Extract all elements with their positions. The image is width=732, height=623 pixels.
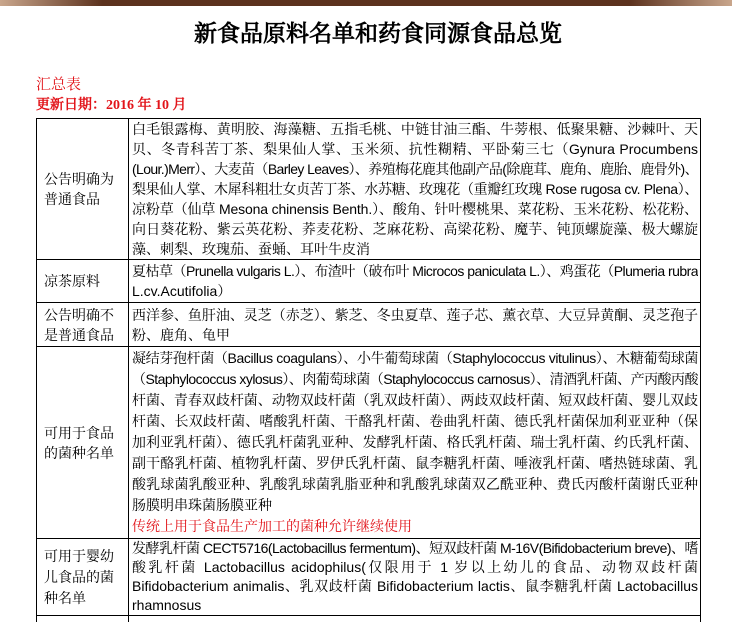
category-cell — [37, 539, 129, 616]
category-line: 普通食品 — [44, 191, 100, 207]
text-line: rhamnosus — [132, 597, 202, 613]
category-cell — [37, 119, 129, 260]
category-line: 儿食品的菌 — [44, 568, 114, 585]
category-line: 的菌种名单 — [44, 444, 114, 461]
category-line: 凉茶原料 — [44, 273, 100, 289]
table-row-partial — [37, 616, 701, 622]
text-line: 酸乳球菌乳酸亚种、乳酸乳球菌乳脂亚种和乳酸乳球菌双乙酰亚种、费氏丙酸杆菌谢氏亚种 — [132, 476, 698, 492]
text-line: 白毛银露梅、黄明胶、海藻糖、五指毛桃、中链甘油三酯、牛蒡根、低聚果糖、沙棘叶、天 — [132, 121, 698, 137]
text-line: Bifidobacterium animalis、乳双歧杆菌 Bifidobacterium lactis、鼠李糖乳杆菌 Lactobacillus — [132, 578, 698, 594]
category-line: 公告明确为 — [44, 171, 114, 187]
text-line: 凝结芽孢杆菌（Bacillus coagulans）、小牛葡萄球菌（Staphylococcus vitulinus）、木糖葡萄球菌 — [132, 350, 698, 366]
content-cell — [129, 119, 701, 260]
top-decorative-bar — [0, 0, 732, 6]
summary-table — [36, 118, 701, 622]
content-cell — [129, 347, 701, 539]
text-line: 杆菌、长双歧杆菌、嗜酸乳杆菌、干酪乳杆菌、卷曲乳杆菌、德氏乳杆菌保加利亚亚种（保 — [132, 413, 698, 429]
text-line: 向日葵花粉、紫云英花粉、荞麦花粉、芝麻花粉、高梁花粉、魔芋、钝顶螺旋藻、极大螺旋 — [132, 221, 698, 237]
text-line: L.cv.Acutifolia） — [132, 283, 232, 299]
text-line: 凉粉草（仙草 Mesona chinensis Benth.）、酸角、针叶樱桃果、菜花粉、玉米花粉、松花粉、 — [132, 201, 698, 217]
category-cell — [37, 616, 129, 622]
category-cell — [37, 347, 129, 539]
text-line: 西洋参、鱼肝油、灵芝（赤芝）、紫芝、冬虫夏草、莲子芯、薰衣草、大豆异黄酮、灵芝孢子 — [132, 306, 698, 323]
category-cell — [37, 260, 129, 303]
content-cell — [129, 260, 701, 303]
content-cell — [129, 539, 701, 616]
content-cell — [129, 303, 701, 347]
summary-label: 汇总表 — [36, 76, 82, 93]
table-row — [37, 303, 701, 347]
content-cell — [129, 616, 701, 622]
category-line: 可用于婴幼 — [44, 547, 114, 564]
text-line: 肠膜明串珠菌肠膜亚种 — [132, 497, 272, 513]
category-line: 是普通食品 — [44, 326, 114, 343]
text-line: (Lour.)Merr）、大麦苗（Barley Leaves）、养殖梅花鹿其他副产品(除鹿茸、鹿角、鹿胎、鹿骨外)、 — [132, 161, 698, 177]
text-line: 藻、刺梨、玫瑰茄、蚕蛹、耳叶牛皮消 — [132, 241, 370, 257]
text-line: 杆菌、青春双歧杆菌、动物双歧杆菌（乳双歧杆菌）、两歧双歧杆菌、短双歧杆菌、婴儿双歧 — [132, 392, 698, 408]
text-line: 发酵乳杆菌 CECT5716(Lactobacillus fermentum)、短双歧杆菌 M-16V(Bifidobacterium breve)、嗜 — [132, 540, 698, 556]
text-line: （Staphylococcus xylosus）、肉葡萄球菌（Staphylococcus carnosus）、清酒乳杆菌、产丙酸丙酸 — [132, 371, 698, 387]
text-line: 副干酪乳杆菌、植物乳杆菌、罗伊氏乳杆菌、鼠李糖乳杆菌、唾液乳杆菌、嗜热链球菌、乳 — [132, 455, 698, 471]
table-row — [37, 539, 701, 616]
table-row — [37, 119, 701, 260]
text-line: 加利亚乳杆菌）、德氏乳杆菌乳亚种、发酵乳杆菌、格氏乳杆菌、瑞士乳杆菌、约氏乳杆菌、 — [132, 434, 698, 450]
table-body — [37, 119, 701, 622]
update-date: 更新日期：2016 年 10 月 — [36, 98, 187, 113]
category-line: 可用于食品 — [44, 424, 114, 441]
note-line: 传统上用于食品生产加工的菌种允许继续使用 — [132, 518, 412, 534]
category-cell — [37, 303, 129, 347]
table-row — [37, 260, 701, 303]
text-line: 贝、冬青科苦丁茶、梨果仙人掌、玉米须、抗性糊精、平卧菊三七（Gynura Procumbens — [132, 141, 698, 157]
text-line: 梨果仙人掌、木犀科粗壮女贞苦丁茶、水苏糖、玫瑰花（重瓣红玫瑰 Rose rugosa cv. Plena）、 — [132, 181, 698, 197]
table-row — [37, 347, 701, 539]
category-line: 公告明确不 — [44, 306, 114, 323]
text-line: 粉、鹿角、龟甲 — [132, 326, 230, 343]
category-line: 种名单 — [44, 589, 86, 606]
text-line: 酸乳杆菌 Lactobacillus acidophilus(仅限用于 1 岁以上幼儿的食品、动物双歧杆菌 — [132, 559, 698, 575]
page-title: 新食品原料名单和药食同源食品总览 — [194, 21, 562, 47]
text-line: 夏枯草（Prunella vulgaris L.）、布渣叶（破布叶 Microcos paniculata L.）、鸡蛋花（Plumeria rubra — [132, 263, 698, 279]
